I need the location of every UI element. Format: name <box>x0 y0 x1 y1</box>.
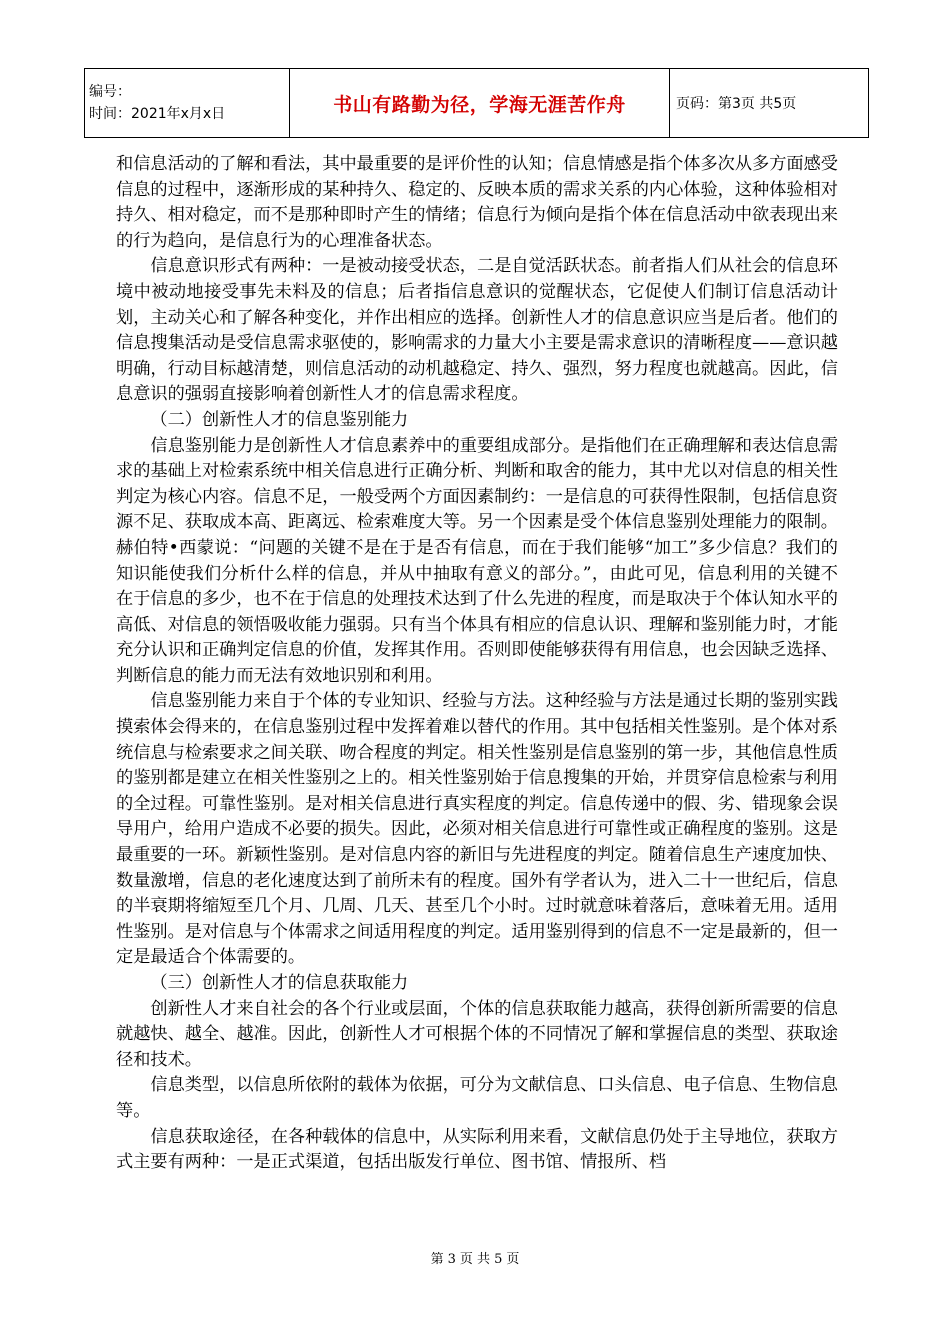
footer-prefix: 第 <box>430 1252 444 1267</box>
section-heading: （二）创新性人才的信息鉴别能力 <box>150 409 409 430</box>
header-meta-cell <box>85 69 290 138</box>
document-date: 时间：2021年x月x日 <box>89 106 226 122</box>
document-number-label: 编号： <box>89 84 131 100</box>
document-body <box>116 152 838 1176</box>
document-header <box>84 68 869 138</box>
paragraph: 信息意识形式有两种：一是被动接受状态，二是自觉活跃状态。前者指人们从社会的信息环境中被动地接受事先未料及的信息；后者指信息意识的觉醒状态，它促使人们制订信息活动计划，主动关心和了解各种变化，并作出相应的选择。创新性人才的信息意识应当是后者。他们的信息搜集活动是受信息需求驱使的，影响需求的力量大小主要是需求意识的清晰程度——意识越明确，行动目标越清楚，则信息活动的动机越稳定、持久、强烈，努力程度也就越高。因此，信息意识的强弱直接影响着创新性人才的信息需求程度。 <box>116 256 838 405</box>
header-motto: 书山有路勤为径，学海无涯苦作舟 <box>290 69 670 138</box>
paragraph: 和信息活动的了解和看法，其中最重要的是评价性的认知；信息情感是指个体多次从多方面感受信息的过程中，逐渐形成的某种持久、稳定的、反映本质的需求关系的内心体验，这种体验相对持久、相对稳定，而不是那种即时产生的情绪；信息行为倾向是指个体在信息活动中欲表现出来的行为趋向，是信息行为的心理准备状态。 <box>116 154 838 251</box>
footer-mid: 页 共 <box>459 1252 491 1267</box>
footer-total-pages: 5 <box>494 1252 503 1267</box>
paragraph: 信息获取途径，在各种载体的信息中，从实际利用来看，文献信息仍处于主导地位，获取方式主要有两种：一是正式渠道，包括出版发行单位、图书馆、情报所、档 <box>116 1126 838 1173</box>
paragraph: 信息鉴别能力是创新性人才信息素养中的重要组成部分。是指他们在正确理解和表达信息需求的基础上对检索系统中相关信息进行正确分析、判断和取舍的能力，其中尤以对信息的相关性判定为核心内容。信息不足，一般受两个方面因素制约：一是信息的可获得性限制，包括信息资源不足、获取成本高、距离远、检索难度大等。另一个因素是受个体信息鉴别处理能力的限制。赫伯特•西蒙说：“问题的关键不是在于是否有信息，而在于我们能够“加工”多少信息？我们的知识能使我们分析什么样的信息，并从中抽取有意义的部分。”，由此可见，信息利用的关键不在于信息的多少，也不在于信息的处理技术达到了什么先进的程度，而是取决于个体认知水平的高低、对信息的领悟吸收能力强弱。只有当个体具有相应的信息认识、理解和鉴别能力时，才能充分认识和正确判定信息的价值，发挥其作用。否则即使能够获得有用信息，也会因缺乏选择、判断信息的能力而无法有效地识别和利用。 <box>116 435 838 686</box>
paragraph: 创新性人才来自社会的各个行业或层面，个体的信息获取能力越高，获得创新所需要的信息就越快、越全、越准。因此，创新性人才可根据个体的不同情况了解和掌握信息的类型、获取途径和技术。 <box>116 998 838 1070</box>
paragraph: 信息类型，以信息所依附的载体为依据，可分为文献信息、口头信息、电子信息、生物信息等。 <box>116 1075 838 1121</box>
header-page-info: 页码：第3页 共5页 <box>670 69 869 138</box>
footer-suffix: 页 <box>506 1252 520 1267</box>
page-footer <box>0 1248 950 1267</box>
footer-page-number: 3 <box>447 1252 456 1267</box>
paragraph: 信息鉴别能力来自于个体的专业知识、经验与方法。这种经验与方法是通过长期的鉴别实践摸索体会得来的，在信息鉴别过程中发挥着难以替代的作用。其中包括相关性鉴别。是个体对系统信息与检索要求之间关联、吻合程度的判定。相关性鉴别是信息鉴别的第一步，其他信息性质的鉴别都是建立在相关性鉴别之上的。相关性鉴别始于信息搜集的开始，并贯穿信息检索与利用的全过程。可靠性鉴别。是对相关信息进行真实程度的判定。信息传递中的假、劣、错现象会误导用户，给用户造成不必要的损失。因此，必须对相关信息进行可靠性或正确程度的鉴别。这是最重要的一环。新颖性鉴别。是对信息内容的新旧与先进程度的判定。随着信息生产速度加快、数量激增，信息的老化速度达到了前所未有的程度。国外有学者认为，进入二十一世纪后，信息的半衰期将缩短至几个月、几周、几天、甚至几个小时。过时就意味着落后，意味着无用。适用性鉴别。是对信息与个体需求之间适用程度的判定。适用鉴别得到的信息不一定是最新的，但一定是最适合个体需要的。 <box>116 691 838 968</box>
section-heading: （三）创新性人才的信息获取能力 <box>150 973 409 993</box>
